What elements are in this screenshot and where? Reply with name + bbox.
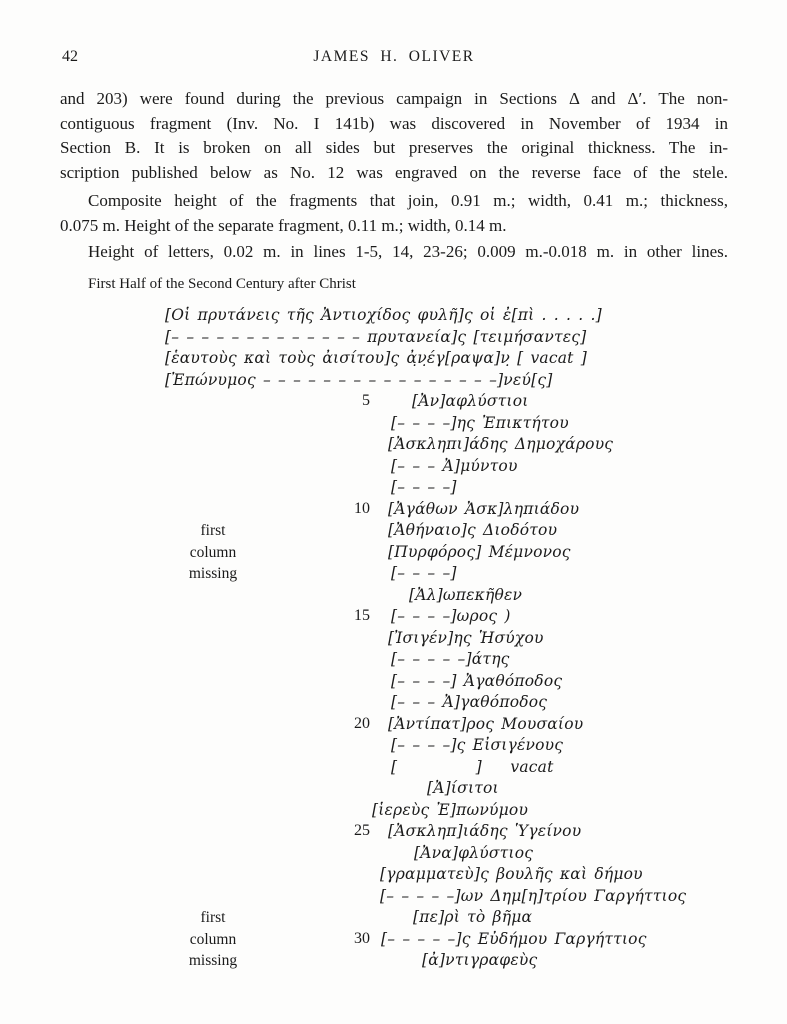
greek-text: [Ἀ]ίσιτοι [427,779,499,797]
greek-text: [Ἀλ]ωπεκῆθεν [409,585,523,604]
inscription-line [0,758,787,780]
greek-text: [Ἀν]αφλύστιοι [412,392,529,410]
greek-text: [Πυρφόρος] Μέμνονος [388,542,571,561]
inscription-line-number: 20 [354,714,370,732]
greek-text: [Ἀντίπατ]ρος Μουσαίου [388,714,584,733]
inscription-line [0,478,787,500]
greek-text: [– – – –]ωρος ) [391,607,511,625]
paragraph-line: Composite height of the fragments that join, 0.91 m.; width, 0.41 m.; thickness, [88,191,728,210]
inscription-line [0,392,787,414]
inscription-line [0,349,787,371]
margin-note: first [200,909,226,926]
inscription-line [0,801,787,823]
greek-text: [πε]ρὶ τὸ βῆμα [413,908,533,926]
inscription-line [0,435,787,457]
greek-text: [ ] vacat [391,757,554,776]
greek-text: [– – – –] [391,564,457,582]
paragraph-line: and 203) were found during the previous campaign in Sections Δ and Δ′. The non- [60,89,728,108]
greek-text: [Ἰσιγέν]ης Ἡσύχου [388,628,544,647]
margin-note: missing [188,952,238,969]
inscription-line-number: 10 [354,499,370,517]
margin-note: first [200,522,226,539]
inscription-line [0,844,787,866]
inscription-line [0,693,787,715]
margin-note: column [189,930,237,948]
body-paragraphs [60,87,728,265]
inscription-line [0,457,787,479]
date-heading: First Half of the Second Century after Christ [88,276,356,292]
paragraph-line: Height of letters, 0.02 m. in lines 1-5, 14, 23-26; 0.009 m.-0.018 m. in other lines. [88,242,728,261]
inscription-line [0,672,787,694]
page-number: 42 [62,48,78,65]
inscription-line-number: 25 [354,822,370,839]
inscription-line [0,930,787,952]
greek-text: [ἀ]ντιγραφεὺς [422,951,538,969]
paragraph-line: contiguous fragment (Inv. No. I 141b) was discovered in November of 1934 in [60,113,728,133]
inscription-line-number: 15 [354,607,370,624]
inscription-line [0,779,787,801]
paragraph [60,87,728,185]
inscription-line [0,629,787,651]
inscription-line [0,887,787,909]
inscription-line [0,951,787,973]
paragraph-line: Section B. It is broken on all sides but preserves the original thickness. The in- [60,138,728,157]
greek-text: [– – – –] Ἀγαθόποδος [391,671,563,690]
greek-text: [Ἀνα]φλύστιος [414,843,534,862]
inscription-line [0,521,787,543]
greek-text: [Οἱ πρυτάνεις τῆς Ἀντιοχίδος φυλῆ]ς οἱ ἐ[πὶ . . . . .] [165,306,602,324]
inscription-line [0,650,787,672]
inscription-line [0,414,787,436]
inscription-block [0,306,787,973]
inscription-line [0,586,787,608]
inscription-line-number: 5 [362,392,370,409]
inscription-line [0,822,787,844]
inscription-line [0,865,787,887]
inscription-line [0,564,787,586]
paragraph-line: scription published below as No. 12 was engraved on the reverse face of the stele. [60,162,728,182]
greek-text: [ἑαυτοὺς καὶ τοὺς ἀισίτου]ς ἀ̣ν̣έγ[ραψα]ν̣ [ vacat ] [165,349,587,367]
greek-text: [– – – – – – – – – – – – – πρυτανεία]ς [τειμήσαντες] [165,327,587,346]
inscription-line [0,306,787,328]
margin-note: column [189,543,237,561]
running-head: JAMES H. OLIVER [313,48,475,65]
greek-text: [– – – – –]ων Δημ[η]τρίου Γαργήττιος [380,886,687,905]
greek-text: [Ἐπώνυμος – – – – – – – – – – – – – – – –]νεύ[ς] [165,370,553,389]
greek-text: [Ἀγάθων Ἀσκ]ληπιάδου [388,499,580,518]
greek-text: [– – – – –]ς Εὐδήμου Γαργήττιος [381,929,647,948]
inscription-line [0,607,787,629]
inscription-line-number: 30 [354,929,370,947]
greek-text: [ἱερεὺς Ἐ]πωνύμου [372,800,529,819]
inscription-line [0,736,787,758]
greek-text: [– – – Ἀ]γαθόποδος [391,693,548,711]
inscription-line [0,543,787,565]
greek-text: [γραμματεὺ]ς βουλῆς καὶ δήμου [380,865,643,883]
paragraph-line: 0.075 m. Height of the separate fragment, 0.11 m.; width, 0.14 m. [60,215,507,235]
inscription-line [0,371,787,393]
inscription-line [0,500,787,522]
paragraph [60,240,728,265]
greek-text: [– – – Ἀ]μύντου [391,456,518,475]
inscription-line [0,908,787,930]
greek-text: [Ἀθήναιο]ς Διοδότου [388,521,558,539]
greek-text: [– – – –]ς Εἰσιγένους [391,736,564,754]
greek-text: [– – – –]ης Ἐπικτήτου [391,413,569,432]
greek-text: [Ἀσκληπ]ιάδης Ὑγείνου [388,822,582,840]
inscription-line [0,715,787,737]
greek-text: [– – – – –]άτης [391,650,510,668]
greek-text: [– – – –] [391,478,457,496]
inscription-line [0,328,787,350]
margin-note: missing [188,565,238,582]
paragraph [60,189,728,238]
greek-text: [Ἀσκληπι]άδης Δημοχάρους [388,435,614,453]
